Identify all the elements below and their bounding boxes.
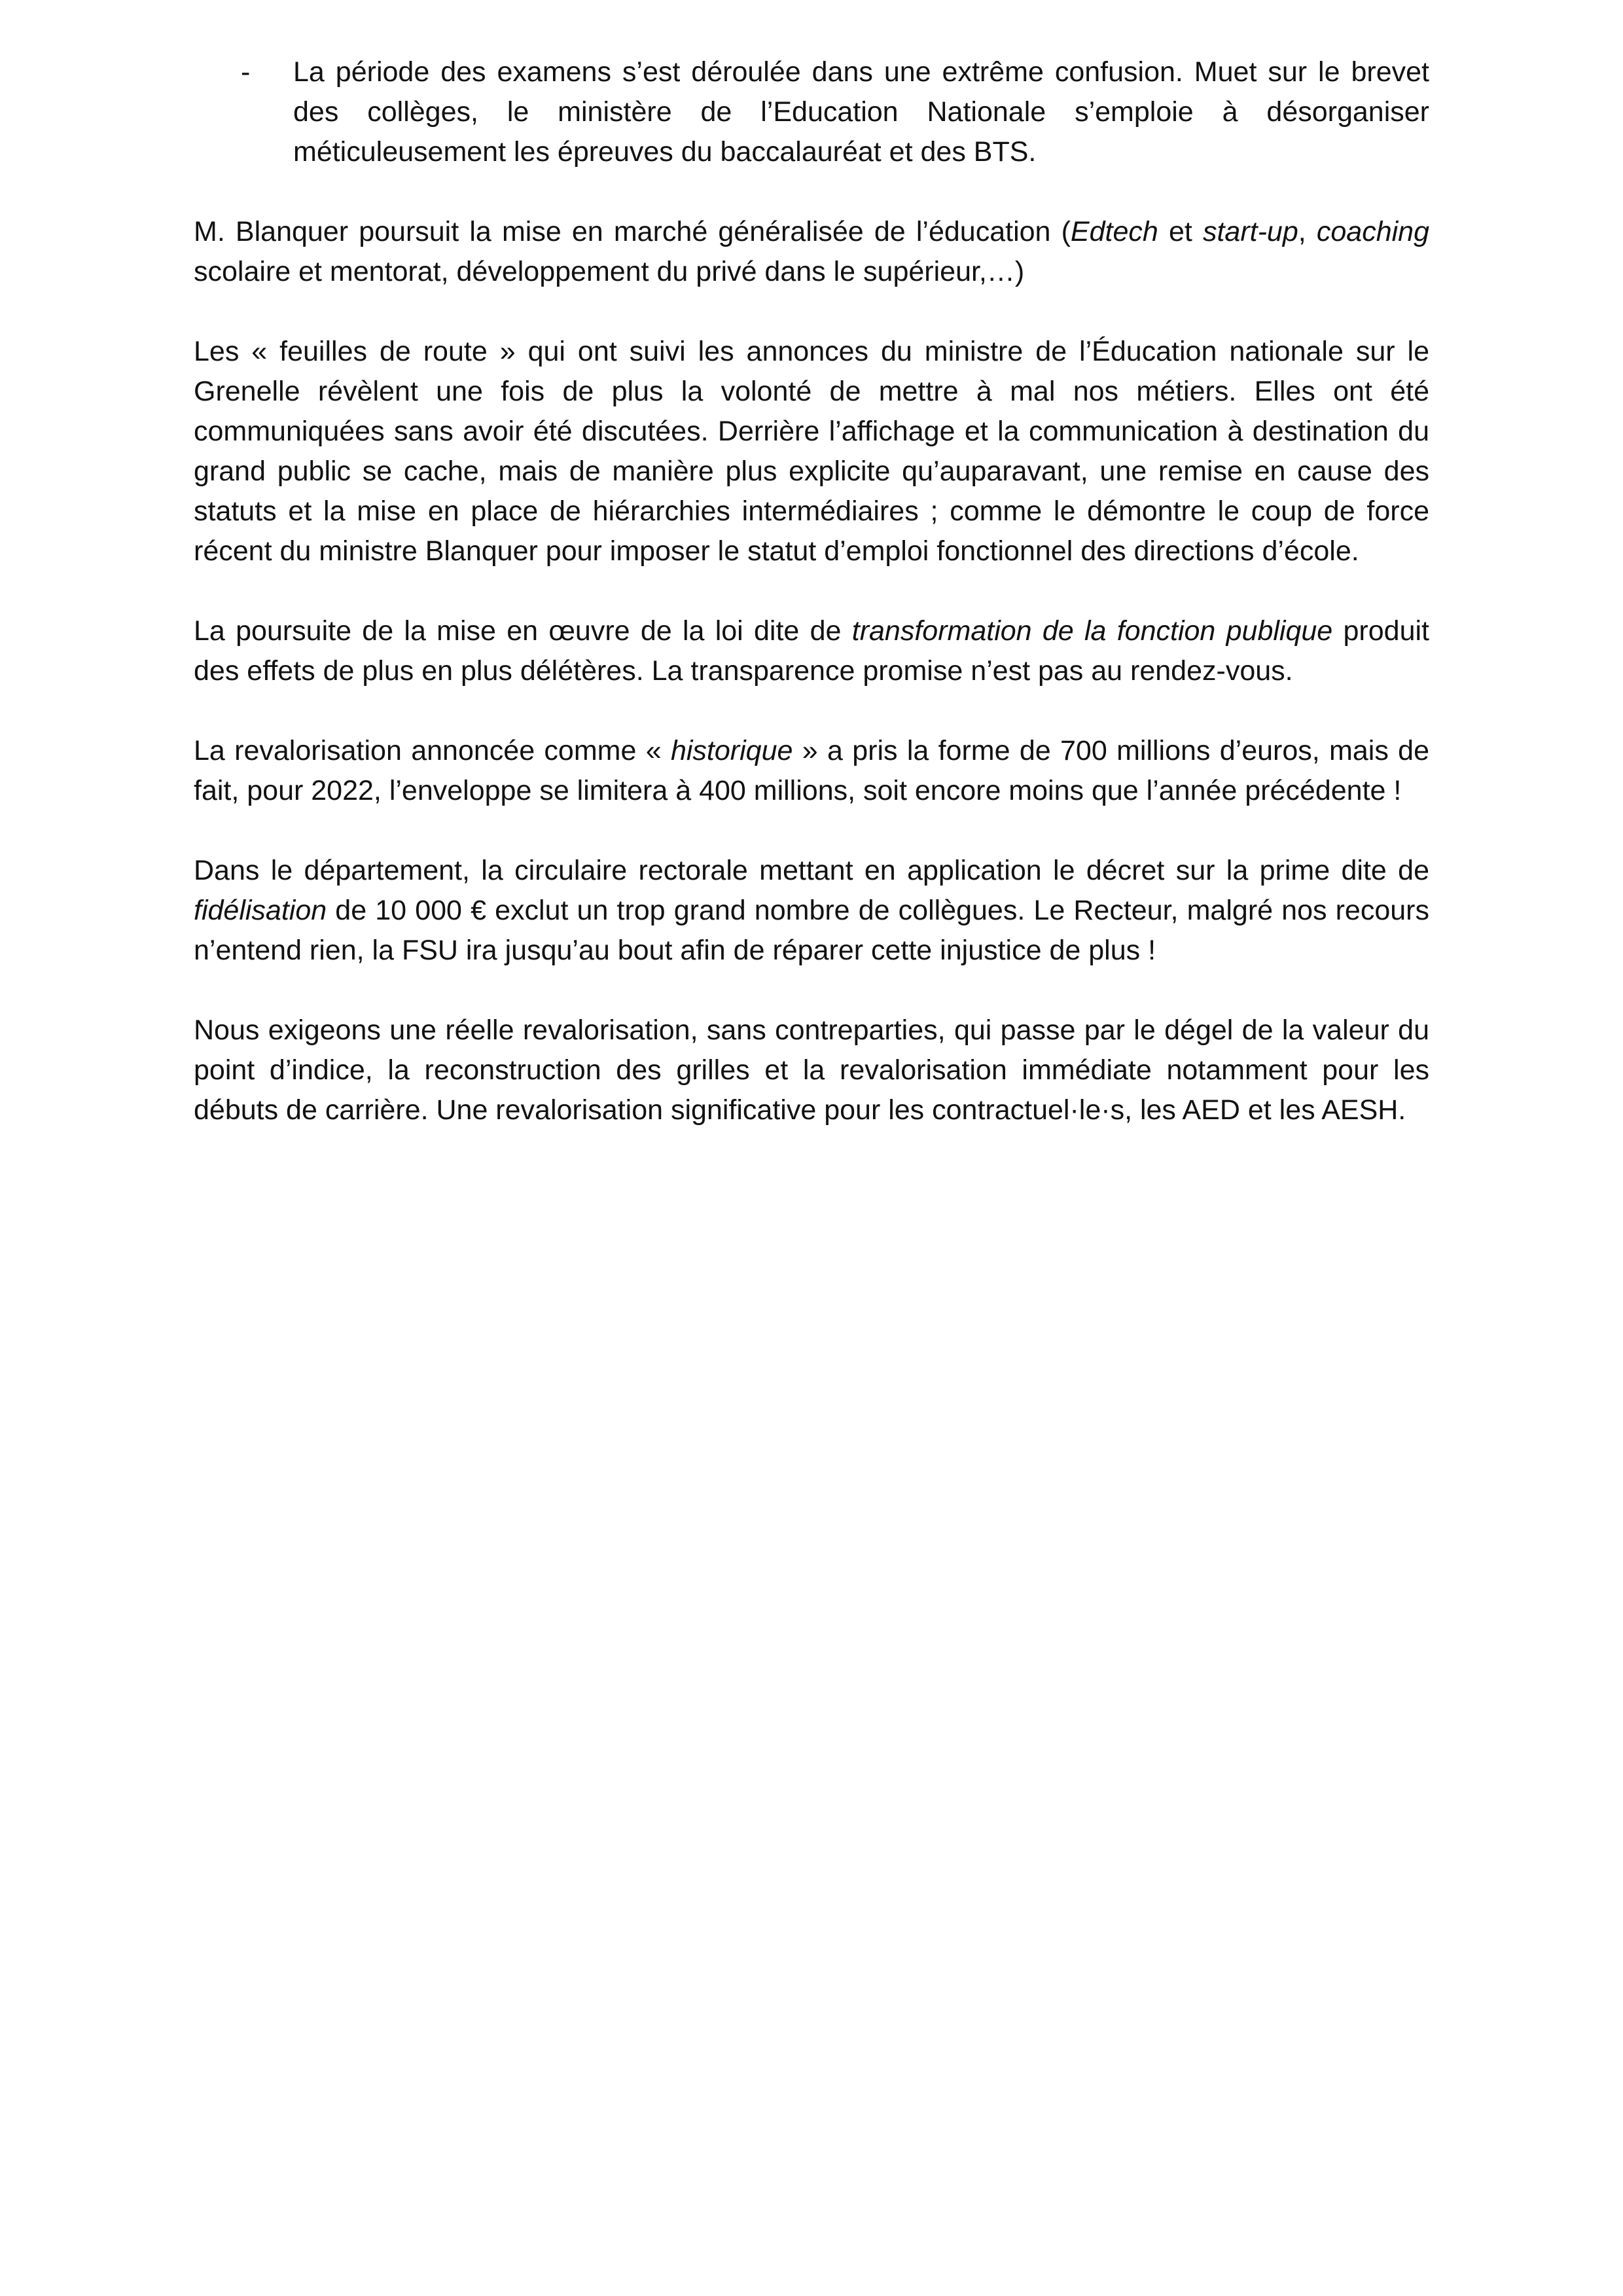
paragraph-edtech: [194, 212, 1429, 292]
paragraph-text: et: [1158, 216, 1203, 247]
paragraph-text: ,: [1298, 216, 1317, 247]
bullet-text: La période des examens s’est déroulée dans une extrême confusion. Muet sur le brevet des collèges, le ministère de l’Education Nationale s’emploie à désorganiser méticuleusement les épreuves du baccalauréat et des BTS.: [293, 56, 1429, 168]
paragraph-fonction-publique: [194, 611, 1429, 691]
paragraph-text: de 10 000 € exclut un trop grand nombre de collègues. Le Recteur, malgré nos recours n’entend rien, la FSU ira jusqu’au bout afin de réparer cette injustice de plus !: [194, 895, 1429, 966]
paragraph-revalorisation: [194, 731, 1429, 811]
italic-term: Edtech: [1070, 216, 1158, 247]
paragraph-text: La poursuite de la mise en œuvre de la loi dite de: [194, 615, 852, 647]
paragraph-text: La revalorisation annoncée comme «: [194, 735, 671, 766]
paragraph-text: scolaire et mentorat, développement du privé dans le supérieur,…): [194, 256, 1025, 287]
document-page: [194, 52, 1429, 1170]
paragraph-text: » a pris la forme de 700 millions d’euros, mais de fait, pour 2022, l’enveloppe se limitera à 400 millions, soit encore moins que l’année précédente !: [194, 735, 1429, 806]
paragraph-departement: [194, 851, 1429, 971]
paragraph-feuilles-de-route: Les « feuilles de route » qui ont suivi les annonces du ministre de l’Éducation nationale sur le Grenelle révèlent une fois de plus la volonté de mettre à mal nos métiers. Elles ont été communiquées sans avoir été discutées. Derrière l’affichage et la communication à destination du grand public se cache, mais de manière plus explicite qu’auparavant, une remise en cause des statuts et la mise en place de hiérarchies intermédiaires ; comme le démontre le coup de force récent du ministre Blanquer pour imposer le statut d’emploi fonctionnel des directions d’école.: [194, 336, 1429, 567]
bullet-list-item: [194, 52, 1429, 172]
italic-term: transformation de la fonction publique: [851, 615, 1333, 647]
bullet-dash: -: [241, 56, 251, 88]
italic-term: start-up: [1202, 216, 1298, 247]
italic-term: historique: [670, 735, 793, 766]
italic-term: coaching: [1316, 216, 1429, 247]
paragraph-text: Dans le département, la circulaire rectorale mettant en application le décret sur la prime dite de: [194, 855, 1429, 886]
paragraph-exigences: Nous exigeons une réelle revalorisation, sans contreparties, qui passe par le dégel de la valeur du point d’indice, la reconstruction des grilles et la revalorisation immédiate notamment pour les débuts de carrière. Une revalorisation significative pour les contractuel·le·s, les AED et les AESH.: [194, 1014, 1429, 1126]
paragraph-text: produit des effets de plus en plus délétères. La transparence promise n’est pas au rendez-vous.: [194, 615, 1429, 687]
italic-term: fidélisation: [194, 895, 327, 926]
paragraph-text: M. Blanquer poursuit la mise en marché généralisée de l’éducation (: [194, 216, 1071, 247]
